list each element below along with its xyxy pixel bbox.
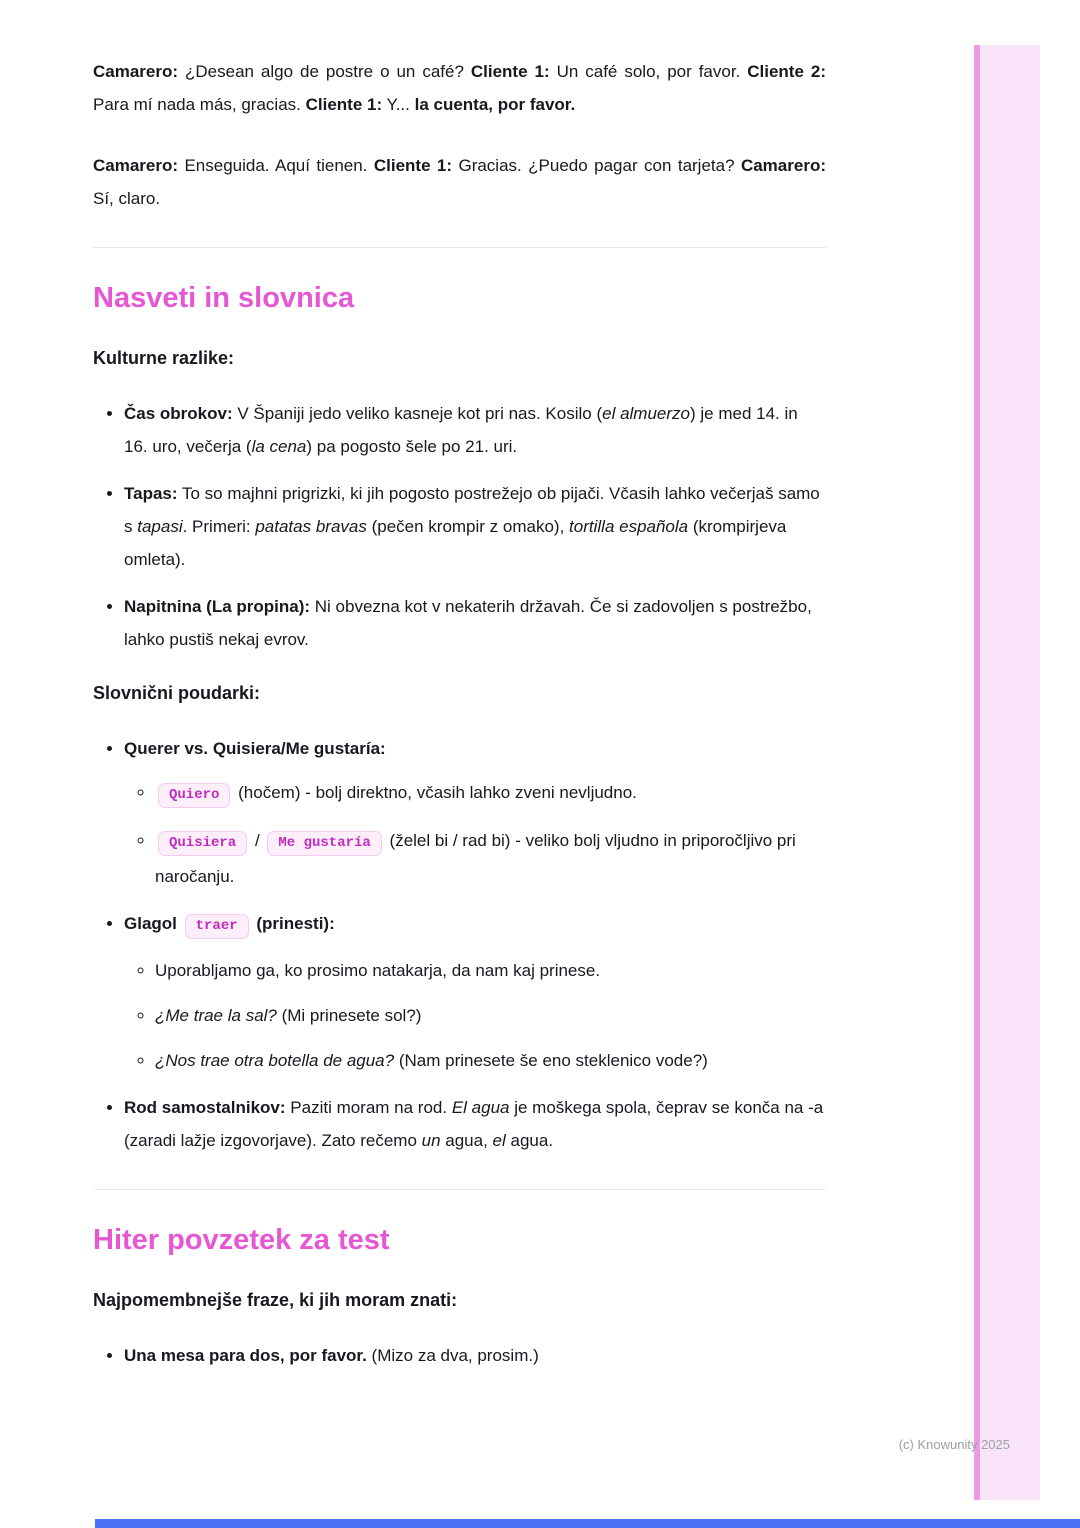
text-run: agua, xyxy=(440,1131,493,1150)
text-run: (hočem) - bolj direktno, včasih lahko zveni nevljudno. xyxy=(233,783,637,802)
text-run: Camarero: xyxy=(740,156,826,175)
sublist-item-quisiera xyxy=(155,824,826,893)
text-run: el xyxy=(492,1131,506,1150)
text-run: je moškega spola, čeprav se konča na -a (zaradi lažje izgovorjave). Zato rečemo xyxy=(124,1098,824,1150)
text-run: el almuerzo xyxy=(602,404,690,423)
text-run: tapasi xyxy=(137,517,183,536)
text-run: Y... xyxy=(382,95,415,114)
sublist-item-me-trae xyxy=(155,999,826,1032)
text-run: Una mesa para dos, por favor. xyxy=(124,1346,367,1365)
text-run: Čas obrokov: xyxy=(124,404,233,423)
traer-sublist xyxy=(124,954,826,1077)
list-item-napitnina xyxy=(124,590,826,656)
text-run: la cena xyxy=(251,437,307,456)
text-run: ¿Desean algo de postre o un café? xyxy=(178,62,471,81)
list-item-traer xyxy=(124,907,826,1077)
text-run: Querer vs. Quisiera/Me gustaría: xyxy=(124,739,386,758)
text-run: Gracias. ¿Puedo pagar con tarjeta? xyxy=(452,156,741,175)
list-item-rod-samostalnikov xyxy=(124,1091,826,1157)
section-heading-povzetek: Hiter povzetek za test xyxy=(93,1224,390,1256)
document-content xyxy=(93,55,826,1398)
text-run: Sí, claro. xyxy=(93,189,161,208)
text-run: Uporabljamo ga, ko prosimo natakarja, da nam kaj prinese. xyxy=(155,961,601,980)
list-item-una-mesa xyxy=(124,1339,826,1372)
code-chip: Me gustaría xyxy=(267,831,381,856)
list-item-text xyxy=(124,739,386,758)
text-run: Enseguida. Aquí tienen. xyxy=(178,156,374,175)
sublist-item-nos-trae xyxy=(155,1044,826,1077)
text-run: Cliente 1: xyxy=(373,156,453,175)
bottom-accent-bar xyxy=(95,1519,1080,1528)
culture-list xyxy=(93,397,826,656)
text-run: ) pa pogosto šele po 21. uri. xyxy=(306,437,518,456)
dialog-paragraph-2 xyxy=(93,149,826,215)
sublist-item-quiero xyxy=(155,776,826,812)
text-run: Cliente 1: xyxy=(305,95,383,114)
section-divider xyxy=(93,247,826,248)
text-run: ¿Nos trae otra botella de agua? xyxy=(155,1051,395,1070)
grammar-list xyxy=(93,732,826,1157)
text-run: ¿Me trae la sal? xyxy=(155,1006,277,1025)
text-run: V Španiji jedo veliko kasneje kot pri nas. Kosilo ( xyxy=(232,404,603,423)
text-run: ) je med 14. in 16. uro, večerja ( xyxy=(124,404,798,456)
text-run: Rod samostalnikov: xyxy=(124,1098,286,1117)
page-edge-line xyxy=(974,45,980,1500)
text-run: . Primeri: xyxy=(182,517,256,536)
text-run: (prinesti): xyxy=(251,914,335,933)
text-run: Un café solo, por favor. xyxy=(549,62,748,81)
subheading-fraze: Najpomembnejše fraze, ki jih moram znati: xyxy=(93,1290,458,1310)
text-run: (želel bi / rad bi) - veliko bolj vljudno in priporočljivo pri naročanju. xyxy=(155,831,796,886)
section-heading-nasveti: Nasveti in slovnica xyxy=(93,282,355,314)
phrases-list xyxy=(93,1339,826,1372)
text-run: Cliente 2: xyxy=(747,62,826,81)
text-run: (Nam prinesete še eno steklenico vode?) xyxy=(394,1051,708,1070)
text-run: un xyxy=(421,1131,441,1150)
text-run: Camarero: xyxy=(93,156,179,175)
text-run: (Mi prinesete sol?) xyxy=(276,1006,422,1025)
querer-sublist xyxy=(124,776,826,893)
text-run: patatas bravas xyxy=(255,517,367,536)
code-chip: traer xyxy=(185,914,249,939)
text-run: Napitnina (La propina): xyxy=(124,597,311,616)
text-run: To so majhni prigrizki, ki jih pogosto postrežejo ob pijači. Včasih lahko večerjaš samo s xyxy=(124,484,820,536)
subheading-slovnicni-poudarki: Slovnični poudarki: xyxy=(93,683,261,703)
text-run: Ni obvezna kot v nekaterih državah. Če si zadovoljen s postrežbo, lahko pustiš nekaj evrov. xyxy=(124,597,812,649)
code-chip: Quisiera xyxy=(158,831,247,856)
text-run: tortilla española xyxy=(569,517,689,536)
code-chip: Quiero xyxy=(158,783,230,808)
text-run: El agua xyxy=(451,1098,510,1117)
text-run: Cliente 1: xyxy=(470,62,550,81)
list-item-tapas xyxy=(124,477,826,576)
text-run: Para mí nada más, gracias. xyxy=(93,95,306,114)
sublist-item-traer-use xyxy=(155,954,826,987)
text-run: (krompirjeva omleta). xyxy=(124,517,787,569)
text-run: agua. xyxy=(505,1131,554,1150)
text-run: la cuenta, por favor. xyxy=(414,95,576,114)
subheading-kulturne-razlike: Kulturne razlike: xyxy=(93,348,235,368)
text-run: (pečen krompir z omako), xyxy=(366,517,570,536)
text-run: Glagol xyxy=(124,914,182,933)
section-divider xyxy=(93,1189,826,1190)
list-item-cas-obrokov xyxy=(124,397,826,463)
text-run: / xyxy=(250,831,265,850)
list-item-querer xyxy=(124,732,826,893)
text-run: (Mizo za dva, prosim.) xyxy=(366,1346,539,1365)
list-item-text xyxy=(124,914,335,933)
scrollbar-track[interactable] xyxy=(980,45,1040,1500)
text-run: Tapas: xyxy=(124,484,178,503)
copyright-note: (c) Knowunity 2025 xyxy=(898,1437,1010,1452)
dialog-paragraph-1 xyxy=(93,55,826,121)
text-run: Camarero: xyxy=(93,62,179,81)
text-run: Paziti moram na rod. xyxy=(285,1098,452,1117)
